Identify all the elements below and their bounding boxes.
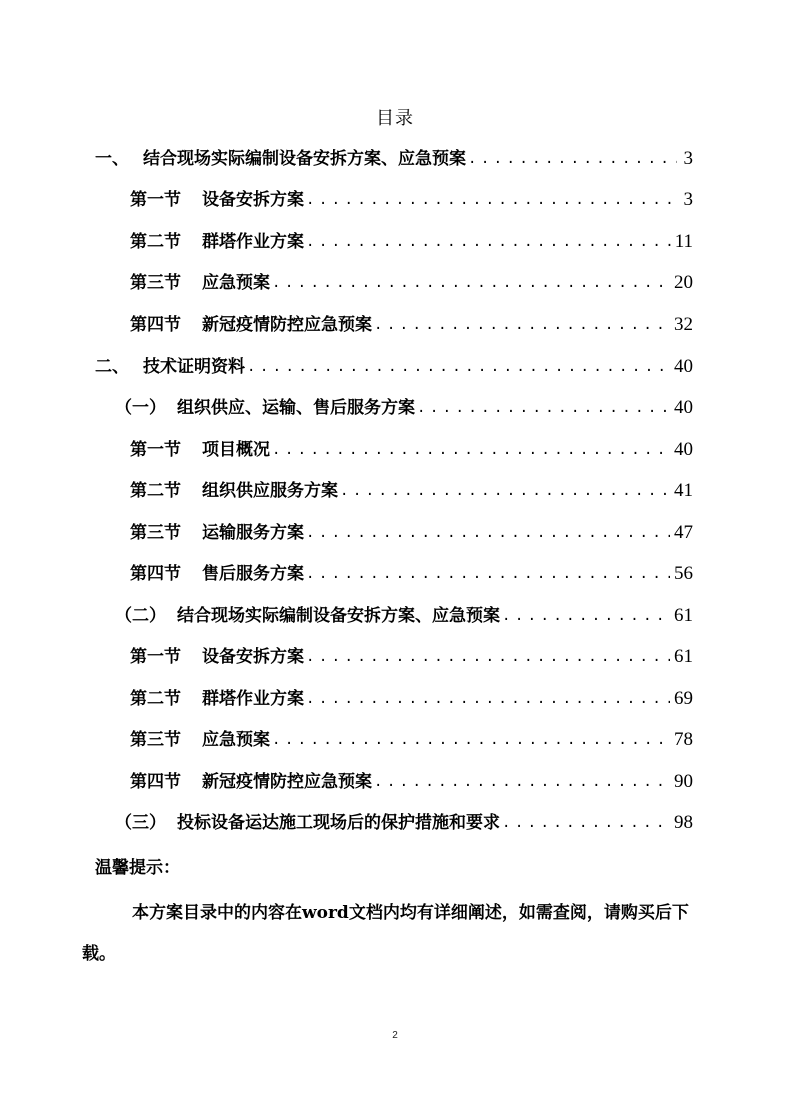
toc-entry-title: 运输服务方案 [202,523,304,543]
toc-dot-leader [306,686,670,712]
toc-entry-page: 40 [674,439,693,460]
toc-dot-leader [340,478,670,504]
toc-dot-leader [374,769,670,795]
toc-entry-page: 41 [674,480,693,501]
toc-entry-page: 20 [674,272,693,293]
toc-entry[interactable] [130,561,693,587]
toc-entry-page: 3 [683,189,693,210]
toc-entry-title: 组织供应服务方案 [202,481,338,501]
toc-entry-prefix: 第四节 [130,315,181,335]
toc-entry[interactable] [130,312,693,338]
toc-entry-page: 78 [674,729,693,750]
toc-entry-prefix: （一） [115,398,166,418]
toc-entry[interactable] [130,229,693,255]
toc-entry-title: 投标设备运达施工现场后的保护措施和要求 [177,813,500,833]
toc-entry[interactable] [130,478,693,504]
toc-entry-page: 98 [674,812,693,833]
toc-dot-leader [502,810,670,836]
toc-entry-prefix: （三） [115,813,166,833]
toc-entry[interactable] [130,520,693,546]
toc-entry-page: 11 [674,231,693,252]
toc-entry-prefix: 第三节 [130,523,181,543]
toc-entry-prefix: 第三节 [130,730,181,750]
toc-dot-leader [374,312,670,338]
toc-entry-title: 群塔作业方案 [202,232,304,252]
toc-entry-prefix: （二） [115,606,166,626]
toc-title: 目录 [376,108,414,129]
toc-entry-page: 32 [674,314,693,335]
toc-entry-title: 新冠疫情防控应急预案 [202,772,372,792]
notice-heading: 温馨提示： [95,858,180,878]
toc-dot-leader [417,395,670,421]
toc-dot-leader [306,229,671,255]
toc-entry-title: 应急预案 [202,730,270,750]
toc-entry[interactable] [130,727,693,753]
toc-entry-title: 新冠疫情防控应急预案 [202,315,372,335]
toc-entry-prefix: 第二节 [130,689,181,709]
toc-entry-page: 56 [674,563,693,584]
page-number: 2 [392,1030,398,1041]
toc-entry-prefix: 一、 [95,149,129,169]
toc-dot-leader [272,727,670,753]
toc-entry-prefix: 第二节 [130,232,181,252]
toc-entry-title: 设备安拆方案 [202,647,304,667]
toc-entry[interactable] [130,644,693,670]
toc-entry[interactable] [130,769,693,795]
toc-entry-page: 47 [674,522,693,543]
toc-entry-title: 售后服务方案 [202,564,304,584]
toc-entry-page: 90 [674,771,693,792]
toc-entry[interactable] [130,187,693,213]
toc-entry-prefix: 第一节 [130,647,181,667]
toc-entry-page: 61 [674,646,693,667]
toc-entry[interactable] [115,810,693,836]
toc-dot-leader [468,146,677,172]
toc-dot-leader [272,437,670,463]
toc-entry-title: 技术证明资料 [143,357,245,377]
toc-dot-leader [247,354,670,380]
toc-dot-leader [306,561,670,587]
toc-entry-title: 设备安拆方案 [202,190,304,210]
toc-entry-title: 组织供应、运输、售后服务方案 [177,398,415,418]
toc-dot-leader [502,603,670,629]
toc-entry-title: 项目概况 [202,440,270,460]
toc-entry-title: 群塔作业方案 [202,689,304,709]
toc-entry-prefix: 第二节 [130,481,181,501]
toc-entry-prefix: 第三节 [130,273,181,293]
toc-entry[interactable] [115,395,693,421]
toc-entry-prefix: 第四节 [130,772,181,792]
toc-entry[interactable] [115,603,693,629]
toc-entry-title: 应急预案 [202,273,270,293]
toc-entry[interactable] [130,270,693,296]
toc-entry-prefix: 第四节 [130,564,181,584]
toc-entry-prefix: 第一节 [130,440,181,460]
toc-entry-prefix: 第一节 [130,190,181,210]
notice-body: 本方案目录中的内容在word文档内均有详细阐述，如需查阅，请购买后下载。 [82,903,689,964]
toc-dot-leader [306,187,677,213]
toc-entry-page: 61 [674,605,693,626]
toc-dot-leader [272,270,670,296]
toc-entry-page: 3 [683,148,693,169]
toc-dot-leader [306,520,670,546]
toc-entry-title: 结合现场实际编制设备安拆方案、应急预案 [143,149,466,169]
toc-entry[interactable] [130,437,693,463]
toc-entry-title: 结合现场实际编制设备安拆方案、应急预案 [177,606,500,626]
toc-entry-page: 69 [674,688,693,709]
toc-entry-page: 40 [674,397,693,418]
toc-entry[interactable] [130,686,693,712]
toc-entry[interactable] [95,146,693,172]
toc-entry-page: 40 [674,356,693,377]
toc-entry[interactable] [95,354,693,380]
toc-dot-leader [306,644,670,670]
toc-entry-prefix: 二、 [95,357,129,377]
